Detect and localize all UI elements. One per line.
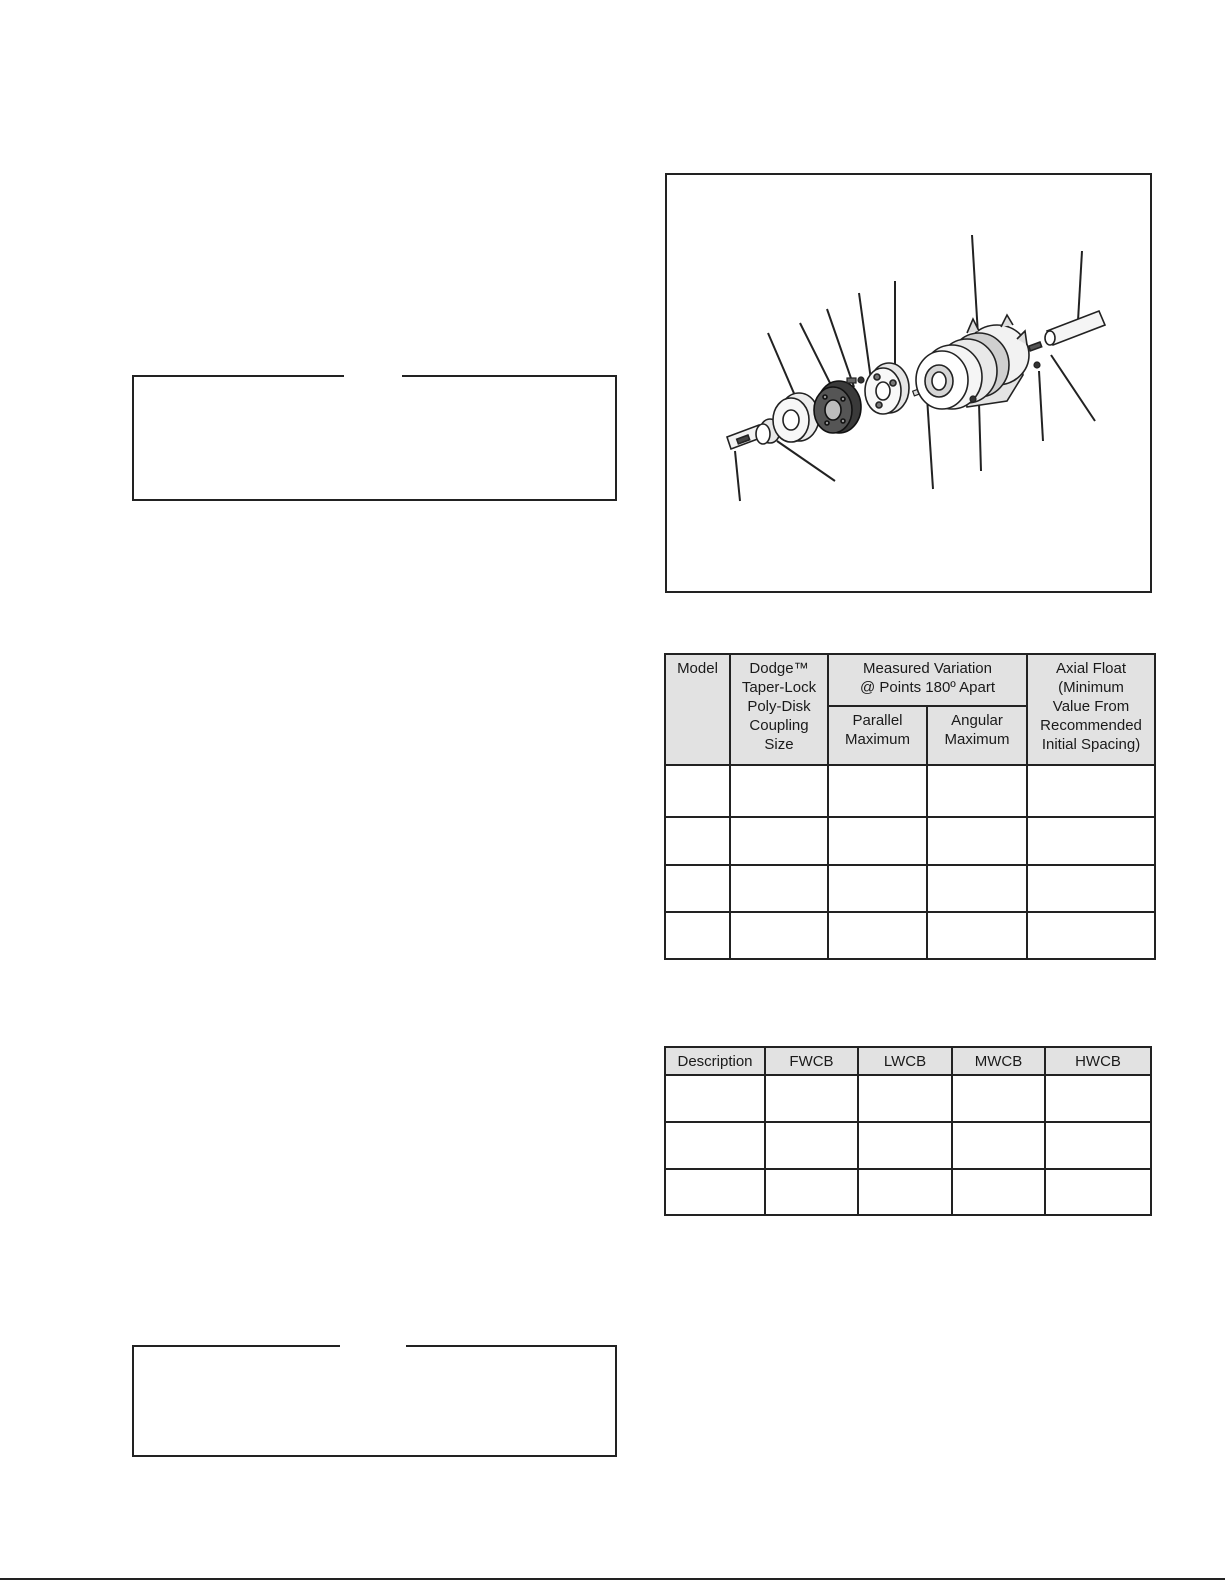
exploded-coupling-drawing xyxy=(667,175,1152,593)
table-row xyxy=(665,817,1155,865)
set-screws xyxy=(847,377,864,383)
alignment-spec-table xyxy=(664,653,1156,960)
leader-line xyxy=(1039,371,1043,441)
table-row xyxy=(665,1169,1151,1215)
clutch-brake-unit xyxy=(916,315,1029,409)
leader-lines xyxy=(735,235,1095,501)
coupling-hub xyxy=(773,393,819,442)
header-axial-float: Axial Float (Minimum Value From Recommended Initial Spacing) xyxy=(1027,654,1155,765)
header-hwcb: HWCB xyxy=(1045,1047,1151,1075)
poly-disk xyxy=(814,381,861,433)
leader-line xyxy=(927,397,933,489)
model-description-table xyxy=(664,1046,1152,1216)
header-fwcb: FWCB xyxy=(765,1047,858,1075)
leader-line xyxy=(827,309,854,387)
notice-box-bottom-title-gap xyxy=(340,1344,406,1349)
leader-line xyxy=(777,441,835,481)
leader-line xyxy=(735,451,740,501)
page-bottom-rule xyxy=(0,1578,1225,1580)
notice-box-top xyxy=(132,375,617,501)
flange-hub xyxy=(865,363,909,414)
table-row xyxy=(665,1122,1151,1169)
header-description: Description xyxy=(665,1047,765,1075)
table-row xyxy=(665,912,1155,959)
header-coupling-size: Dodge™ Taper-Lock Poly-Disk Coupling Size xyxy=(730,654,828,765)
header-mwcb: MWCB xyxy=(952,1047,1045,1075)
notice-box-top-title-gap xyxy=(344,374,402,379)
header-parallel-maximum: Parallel Maximum xyxy=(828,706,927,765)
header-lwcb: LWCB xyxy=(858,1047,952,1075)
leader-line xyxy=(1078,251,1082,321)
header-model: Model xyxy=(665,654,730,765)
table-row xyxy=(665,765,1155,817)
notice-box-bottom xyxy=(132,1345,617,1457)
table-row xyxy=(665,1075,1151,1122)
right-shaft xyxy=(1029,311,1105,351)
leader-line xyxy=(859,293,872,387)
table-row xyxy=(665,865,1155,912)
leader-line xyxy=(1051,355,1095,421)
header-measured-variation: Measured Variation @ Points 180º Apart xyxy=(828,654,1027,706)
leader-line xyxy=(979,403,981,471)
header-angular-maximum: Angular Maximum xyxy=(927,706,1027,765)
figure-frame xyxy=(665,173,1152,593)
